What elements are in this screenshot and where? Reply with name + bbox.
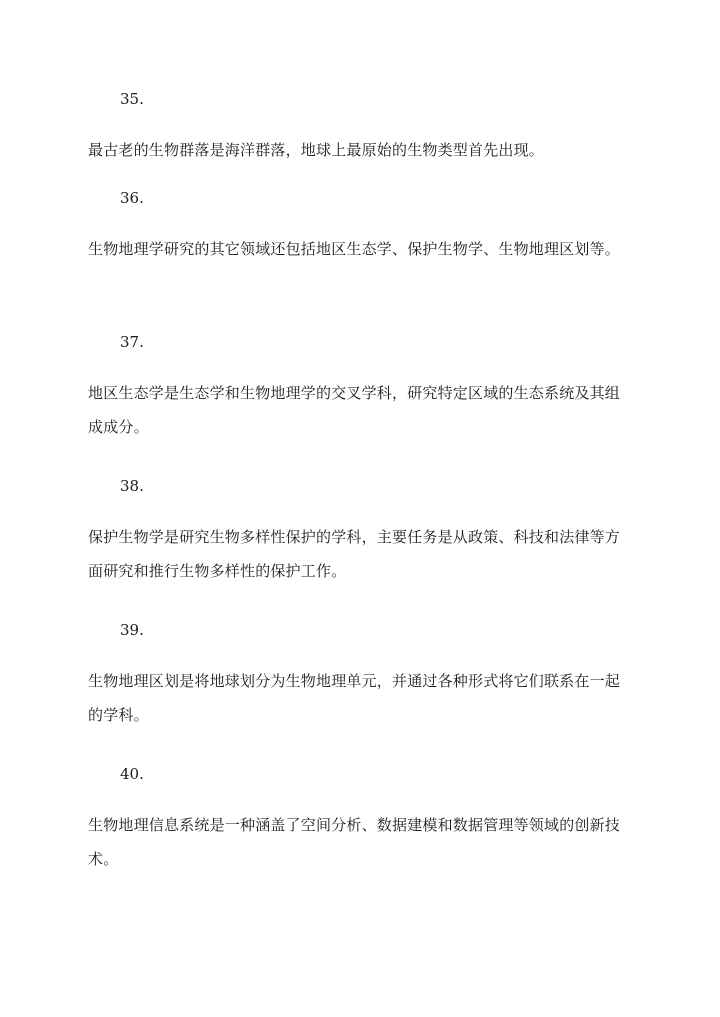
entry-text: 最古老的生物群落是海洋群落，地球上最原始的生物类型首先出现。 [88, 141, 545, 159]
entry-number: 36. [120, 189, 144, 207]
entry-number: 35. [120, 90, 144, 108]
answer-entry [88, 186, 633, 266]
answer-entry [88, 618, 633, 732]
entry-text: 保护生物学是研究生物多样性保护的学科，主要任务是从政策、科技和法律等方面研究和推行生物多样性的保护工作。 [88, 528, 621, 580]
entry-number: 39. [120, 621, 144, 639]
entry-text: 生物地理区划是将地球划分为生物地理单元，并通过各种形式将它们联系在一起的学科。 [88, 672, 621, 724]
entry-number: 37. [120, 333, 144, 351]
entry-text: 生物地理信息系统是一种涵盖了空间分析、数据建模和数据管理等领域的创新技术。 [88, 816, 621, 868]
answer-entry [88, 330, 633, 444]
entry-number: 40. [120, 765, 144, 783]
answer-entry [88, 762, 633, 876]
entry-text: 生物地理学研究的其它领域还包括地区生态学、保护生物学、生物地理区划等。 [88, 240, 621, 258]
entry-number: 38. [120, 477, 144, 495]
entry-text: 地区生态学是生态学和生物地理学的交叉学科，研究特定区域的生态系统及其组成成分。 [88, 384, 621, 436]
answer-entry [88, 474, 633, 588]
answer-entry [88, 87, 633, 167]
